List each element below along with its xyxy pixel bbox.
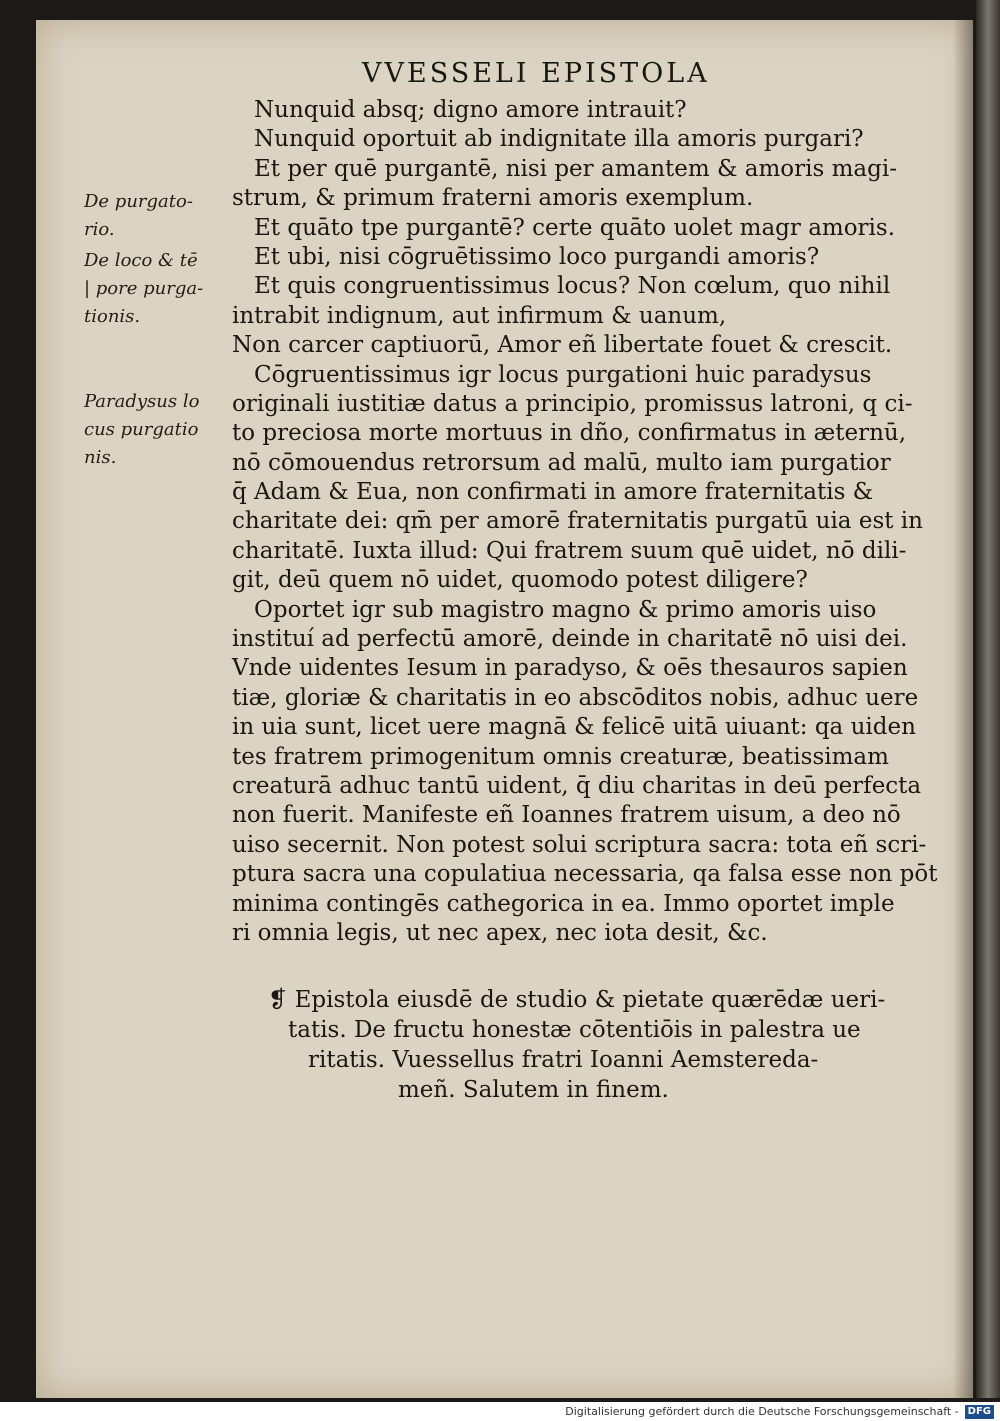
text-line: Et ubi, nisi cōgruētissimo loco purgandi amoris? xyxy=(254,243,820,270)
closing-line: meñ. Salutem in finem. xyxy=(398,1077,669,1103)
text-line: Et quāto tpe purgantē? certe quāto uolet magr amoris. xyxy=(254,214,896,241)
running-head: VVESSELI EPISTOLA xyxy=(362,58,710,89)
text-line: non fuerit. Manifeste eñ Ioannes fratrem uisum, a deo nō xyxy=(232,802,901,829)
text-line: Cōgruentissimus igr locus purgationi huic paradysus xyxy=(254,361,872,388)
text-line: Et per quē purgantē, nisi per amantem & amoris magi- xyxy=(254,155,897,182)
text-line: instituí ad perfectū amorē, deinde in charitatē nō uisi dei. xyxy=(232,626,908,653)
text-line: tiæ, gloriæ & charitatis in eo abscōditos nobis, adhuc uere xyxy=(232,684,919,711)
text-line: in uia sunt, licet uere magnā & felicē uitā uiuant: qa uiden xyxy=(232,714,916,741)
margin-note-paradysus: Paradysus lo cus purgatio nis. xyxy=(84,391,200,468)
text-line: charitate dei: qm̄ per amorē fraternitatis purgatū uia est in xyxy=(232,508,923,535)
text-line: nō cōmouendus retrorsum ad malū, multo iam purgatior xyxy=(232,449,891,476)
page-gutter-shadow xyxy=(953,20,973,1398)
body-text xyxy=(232,96,938,948)
text-line: Nunquid oportuit ab indignitate illa amoris purgari? xyxy=(254,126,864,153)
text-line: Et quis congruentissimus locus? Non cœlum, quo nihil xyxy=(254,273,891,300)
text-line: to preciosa morte mortuus in dño, confirmatus in æternū, xyxy=(232,420,907,447)
text-line: ptura sacra una copulatiua necessaria, qa falsa esse non pōt xyxy=(232,861,938,888)
text-line: Non carcer captiuorū, Amor eñ libertate fouet & crescit. xyxy=(232,332,893,359)
closing-line: ❡ Epistola eiusdē de studio & pietate quærēdæ ueri- xyxy=(268,987,886,1013)
text-line: originali iustitiæ datus a principio, promissus latroni, q ci- xyxy=(232,390,913,417)
closing-line: ritatis. Vuessellus fratri Ioanni Aemstereda- xyxy=(308,1047,819,1073)
text-line: intrabit indignum, aut infirmum & uanum, xyxy=(232,302,727,329)
text-line: Nunquid absq; digno amore intrauit? xyxy=(254,97,687,123)
digitization-footer xyxy=(0,1402,1000,1421)
closing-heading xyxy=(268,985,888,1105)
text-line: Vnde uidentes Iesum in paradyso, & oēs thesauros sapien xyxy=(232,655,908,682)
text-line: minima contingēs cathegorica in ea. Immo oportet imple xyxy=(232,890,895,917)
text-line: charitatē. Iuxta illud: Qui fratrem suum quē uidet, nō dili- xyxy=(232,537,907,564)
text-line: tes fratrem primogenitum omnis creaturæ, beatissimam xyxy=(232,743,889,770)
book-edge xyxy=(976,0,1000,1398)
text-line: ri omnia legis, ut nec apex, nec iota desit, &c. xyxy=(232,919,768,946)
closing-line: tatis. De fructu honestæ cōtentiōis in palestra ue xyxy=(288,1017,861,1043)
text-line: uiso secernit. Non potest solui scriptura sacra: tota eñ scri- xyxy=(232,831,927,858)
margin-note-purgatorio: De purgato- rio. xyxy=(84,191,193,240)
dfg-logo: DFG xyxy=(965,1405,994,1419)
text-line: git, deū quem nō uidet, quomodo potest diligere? xyxy=(232,567,808,594)
margin-note-loco-tempore: De loco & tē | pore purga- tionis. xyxy=(84,250,204,327)
text-line: strum, & primum fraterni amoris exemplum. xyxy=(232,185,754,212)
text-line: creaturā adhuc tantū uident, q̄ diu charitas in deū perfecta xyxy=(232,772,922,799)
footer-text: Digitalisierung gefördert durch die Deutsche Forschungsgemeinschaft - xyxy=(565,1405,959,1418)
text-line: Oportet igr sub magistro magno & primo amoris uiso xyxy=(254,596,877,623)
text-line: q̄ Adam & Eua, non confirmati in amore fraternitatis & xyxy=(232,479,874,506)
